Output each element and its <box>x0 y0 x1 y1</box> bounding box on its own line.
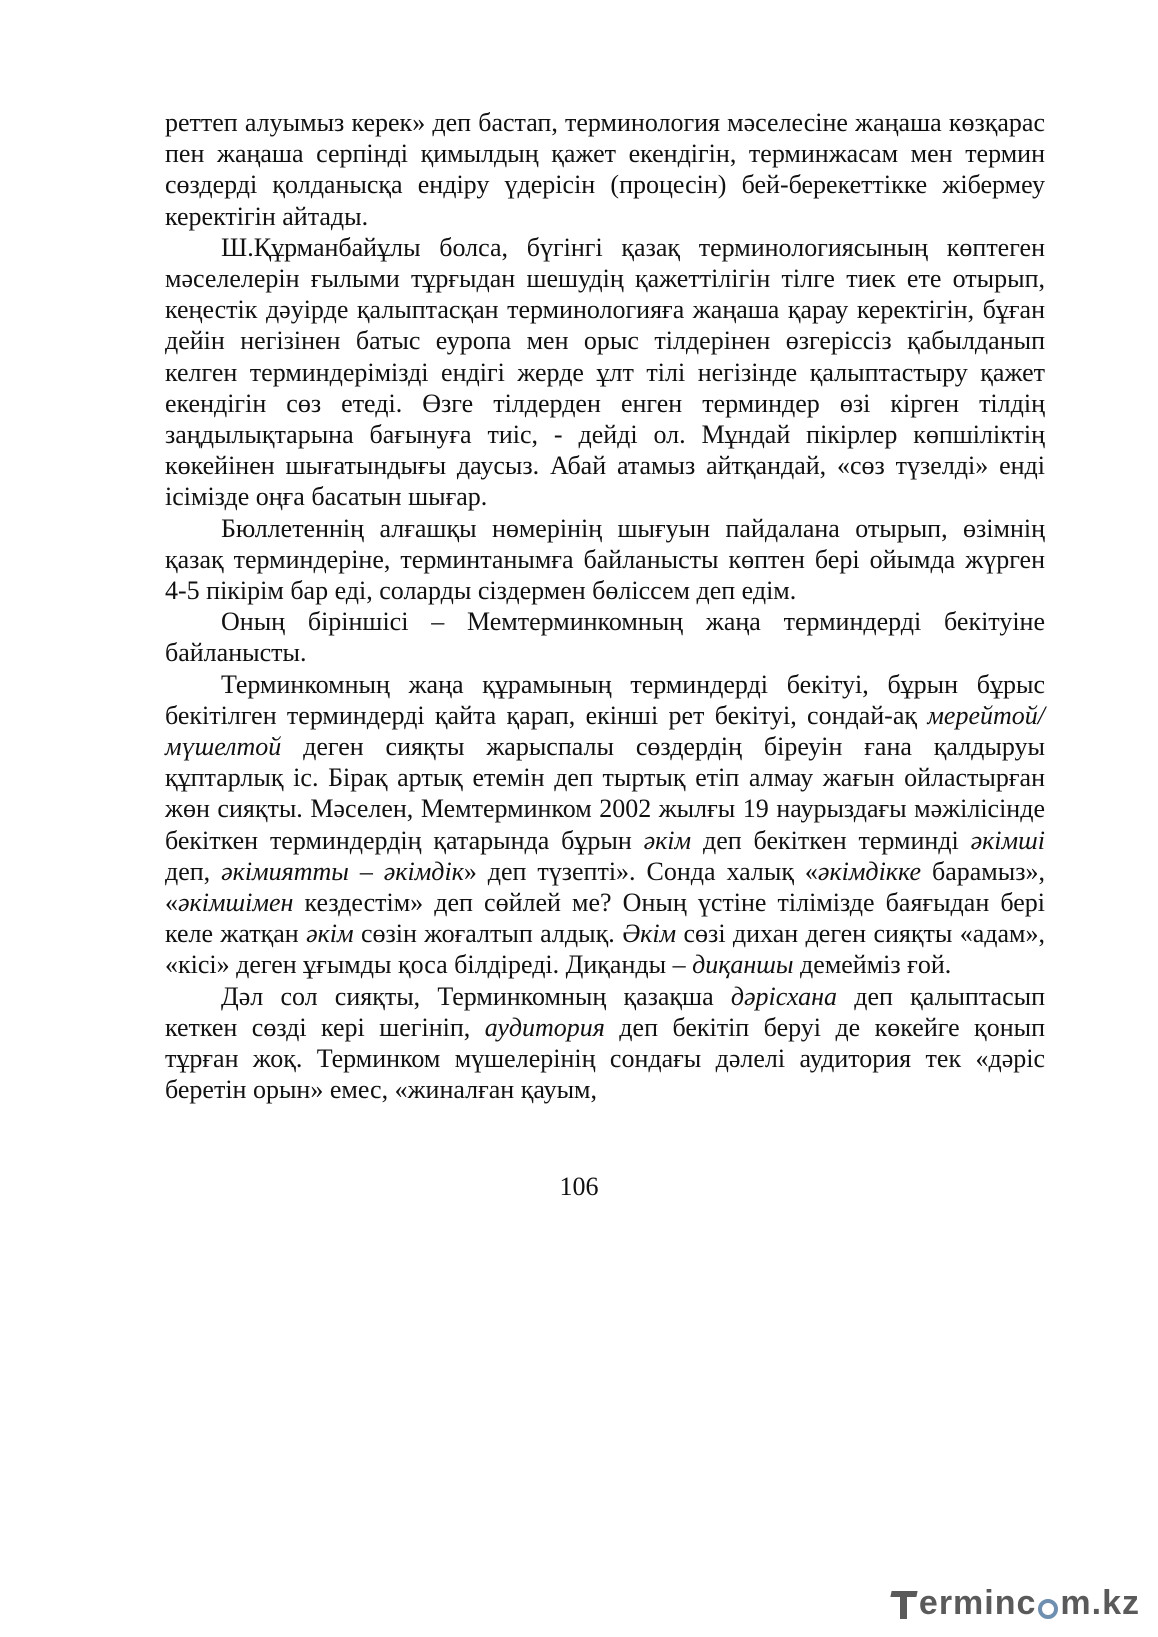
paragraph <box>165 232 1045 513</box>
text-run: » деп түзепті». Сонда халық « <box>463 856 818 886</box>
text-run: Терминкомның жаңа құрамының терминдерді бекітуі, бұрын бұрыс бекітілген терминдерді қайта қарап, екінші рет бекітуі, сондай-ақ <box>165 669 1045 730</box>
logo-text-suffix: m.kz <box>1060 1584 1140 1622</box>
text-run: реттеп алуымыз керек» деп бастап, терминология мәселесіне жаңаша көзқарас пен жаңаша серпінді қимылдың қажет екендігін, терминжасам мен термин сөздерді қолданысқа ендіру үдерісін (процесін) бей-берекеттікке жібермеу керектігін айтады. <box>165 108 1045 231</box>
logo-text-prefix: erminc <box>918 1584 1037 1622</box>
text-run: Дәл сол сияқты, Терминкомның қазақша <box>221 981 731 1011</box>
italic-term: әкімиятты – әкімдік <box>221 856 464 886</box>
paragraph <box>165 107 1045 232</box>
page-number: 106 <box>559 1172 599 1201</box>
italic-term: Әкім <box>622 919 677 949</box>
italic-term: дәрісхана <box>730 981 838 1011</box>
text-run: Ш.Құрманбайұлы болса, бүгінгі қазақ терминологиясының көптеген мәселелерін ғылыми тұрғыдан шешудің қажеттілігін тілге тиек ете отырып, кеңестік дәуірде қалыптасқан терминологияға жаңаша қарау керектігін, бұған дейін негізінен батыс еуропа мен орыс тілдерінен өзгеріссіз қабылданып келген терминдерімізді ендігі жерде ұлт тілі негізінде қалыптастыру қажет екендігін сөз етеді. Өзге тілдерден енген терминдер өзі кірген тілдің заңдылықтарына бағынуға тиіс, - дейді ол. Мұндай пікірлер көпшіліктің көкейінен шығатындығы даусыз. Абай атамыз айтқандай, «сөз түзелді» енді ісімізде оңға басатын шығар. <box>165 232 1045 512</box>
paragraph <box>165 606 1045 668</box>
italic-term: диқаншы <box>692 950 794 980</box>
text-run: кездестім» деп сөйлей ме? Оның үстіне тілімізде баяғыдан бері келе жатқан <box>165 888 1045 949</box>
italic-term: әкімшімен <box>178 888 294 918</box>
text-run: деген сияқты жарыспалы сөздердің біреуін ғана қалдыруы құптарлық іс. Бірақ артық етемін деп тыртық етіп алмау жағын ойластырған жөн сияқты. Мәселен, Мемтерминком 2002 жылғы 19 наурыздағы мәжілісінде бекіткен терминдердің қатарында бұрын <box>165 732 1045 855</box>
text-run: Оның біріншісі – Мемтерминкомның жаңа терминдерді бекітуіне байланысты. <box>165 607 1045 668</box>
text-run: деп қалыптасып кеткен сөзді кері шегініп, <box>165 981 1045 1042</box>
italic-term: мерейтой/мүшелтой <box>165 700 1045 762</box>
italic-term: әкім <box>306 919 354 949</box>
text-run: сөзін жоғалтып алдық. <box>353 919 623 949</box>
terminkom-watermark-logo[interactable] <box>891 1585 1140 1621</box>
italic-term: әкімдікке <box>817 856 922 886</box>
paragraph <box>165 669 1045 981</box>
text-run: сөзі дихан деген сияқты «адам», «кісі» деген ұғымды қоса білдіреді. Диқанды – <box>165 919 1045 980</box>
text-run: деп бекітіп беруі де көкейге қонып тұрған жоқ. Терминком мүшелерінің сондағы дәлелі аудитория тек «дәріс беретін орын» емес, «жиналған қауым, <box>165 1012 1045 1105</box>
italic-term: әкімші <box>970 825 1045 855</box>
document-body <box>165 107 1045 1106</box>
paragraph <box>165 981 1045 1106</box>
text-run: барамыз», « <box>165 856 1045 918</box>
text-run: деп, <box>165 856 222 886</box>
text-run: Бюллетеннің алғашқы нөмерінің шығуын пайдалана отырып, өзімнің қазақ терминдеріне, терминтанымға байланысты көптен бері ойымда жүрген 4-5 пікірім бар еді, соларды сіздермен бөліссем деп едім. <box>165 513 1045 606</box>
paragraph <box>165 513 1045 607</box>
text-run: деп бекіткен терминді <box>691 825 971 855</box>
logo-t-icon <box>891 1587 917 1621</box>
italic-term: аудитория <box>484 1012 605 1042</box>
logo-o-ring-icon <box>1038 1599 1058 1619</box>
italic-term: әкім <box>643 825 692 855</box>
text-run: демейміз ғой. <box>793 950 952 980</box>
